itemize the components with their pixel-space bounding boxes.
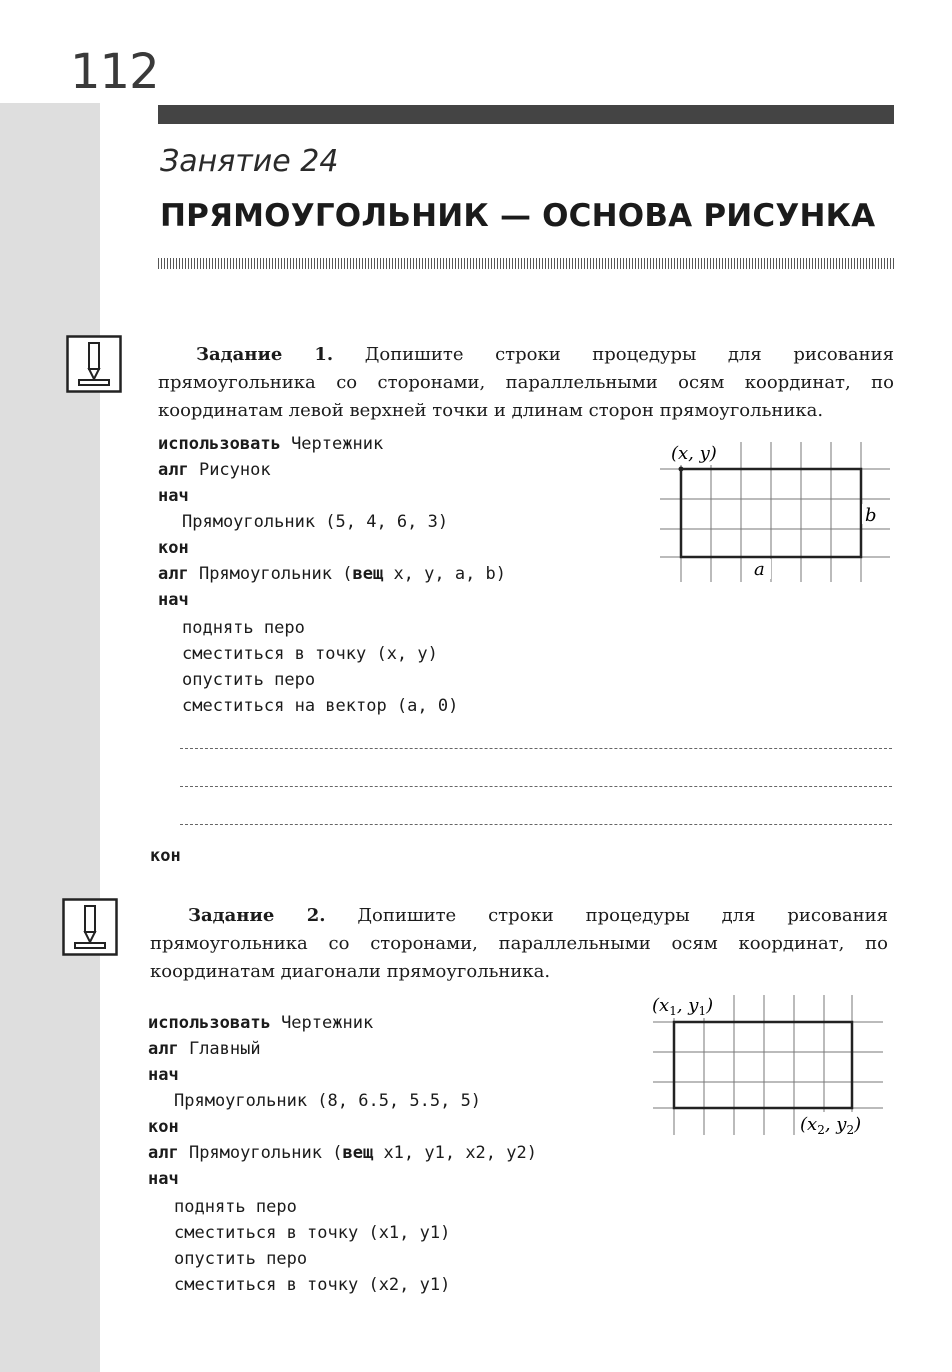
code-keyword: вещ <box>352 564 384 584</box>
corner1-y-sub: 1 <box>698 1004 707 1018</box>
code-text: сместиться в точку (x1, y1) <box>174 1223 451 1243</box>
page-title: ПРЯМОУГОЛЬНИК — ОСНОВА РИСУНКА <box>160 198 876 234</box>
corner1-label: ($x_1$, $y_1$) <box>652 995 714 1018</box>
title-divider <box>158 258 896 269</box>
code-text: сместиться на вектор (a, 0) <box>182 696 459 716</box>
code-keyword: нач <box>158 486 189 506</box>
corner-label: (x, y) <box>671 443 717 464</box>
code-keyword: использовать <box>158 434 281 454</box>
corner2-y: y <box>836 1114 847 1135</box>
code-keyword: алг <box>148 1143 179 1163</box>
code-text: сместиться в точку (x2, y1) <box>174 1275 451 1295</box>
code-text: Чертежник <box>270 1013 374 1033</box>
code-keyword: алг <box>158 460 189 480</box>
code-text: опустить перо <box>174 1249 308 1269</box>
corner1-x-sub: 1 <box>669 1004 677 1018</box>
code-text: x1, y1, x2, y2) <box>373 1143 537 1163</box>
side-b-label: b <box>865 505 877 526</box>
code-keyword: алг <box>158 564 189 584</box>
code-text: Прямоугольник (5, 4, 6, 3) <box>182 512 449 532</box>
code-keyword: вещ <box>342 1143 374 1163</box>
side-a-label: a <box>754 559 765 580</box>
code-text: Прямоугольник ( <box>178 1143 343 1163</box>
pencil-task-icon <box>66 335 122 393</box>
task1-label: Задание 1. <box>196 344 334 365</box>
code-keyword: кон <box>150 846 181 866</box>
corner2-x-sub: 2 <box>817 1123 825 1137</box>
code-keyword: кон <box>158 538 189 558</box>
header-bar <box>158 105 894 124</box>
code-text: Прямоугольник (8, 6.5, 5.5, 5) <box>174 1091 482 1111</box>
code-keyword: кон <box>148 1117 179 1137</box>
code-keyword: нач <box>158 590 189 610</box>
lesson-heading: Занятие 24 <box>160 144 339 179</box>
code-keyword: нач <box>148 1169 179 1189</box>
corner2-y-sub: 2 <box>846 1123 855 1137</box>
rectangle-figure-1 <box>655 437 895 589</box>
code-text: поднять перо <box>174 1197 297 1217</box>
task1-text <box>158 341 894 425</box>
corner2-x: x <box>807 1114 818 1135</box>
rectangle-figure-2 <box>648 990 888 1144</box>
code-text: опустить перо <box>182 670 316 690</box>
pencil-task-icon <box>62 898 118 956</box>
answer-line[interactable] <box>180 824 892 825</box>
task2-label: Задание 2. <box>188 905 326 926</box>
task2-text <box>150 902 888 986</box>
task2-description: Допишите строки процедуры для рисования прямоугольника со сторонами, параллельными осям координат, по координатам диагонали прямоугольника. <box>150 905 888 982</box>
code-keyword: алг <box>148 1039 179 1059</box>
answer-line[interactable] <box>180 786 892 787</box>
code-keyword: нач <box>148 1065 179 1085</box>
answer-line[interactable] <box>180 748 892 749</box>
page-number: 112 <box>70 44 159 100</box>
task1-description: Допишите строки процедуры для рисования прямоугольника со сторонами, параллельными осям координат, по координатам левой верхней точки и длинам сторон прямоугольника. <box>158 344 894 421</box>
code-text: Рисунок <box>188 460 271 480</box>
code-keyword: использовать <box>148 1013 271 1033</box>
corner1-y: y <box>688 995 699 1016</box>
code-text: x, y, a, b) <box>383 564 507 584</box>
left-margin-band <box>0 103 100 1372</box>
code-text: поднять перо <box>182 618 305 638</box>
code-text: Чертежник <box>280 434 384 454</box>
corner2-label: ($x_2$, $y_2$) <box>800 1114 862 1137</box>
code-text: сместиться в точку (x, y) <box>182 644 438 664</box>
code-text: Прямоугольник ( <box>188 564 353 584</box>
code-text: Главный <box>178 1039 261 1059</box>
corner1-x: x <box>659 995 670 1016</box>
